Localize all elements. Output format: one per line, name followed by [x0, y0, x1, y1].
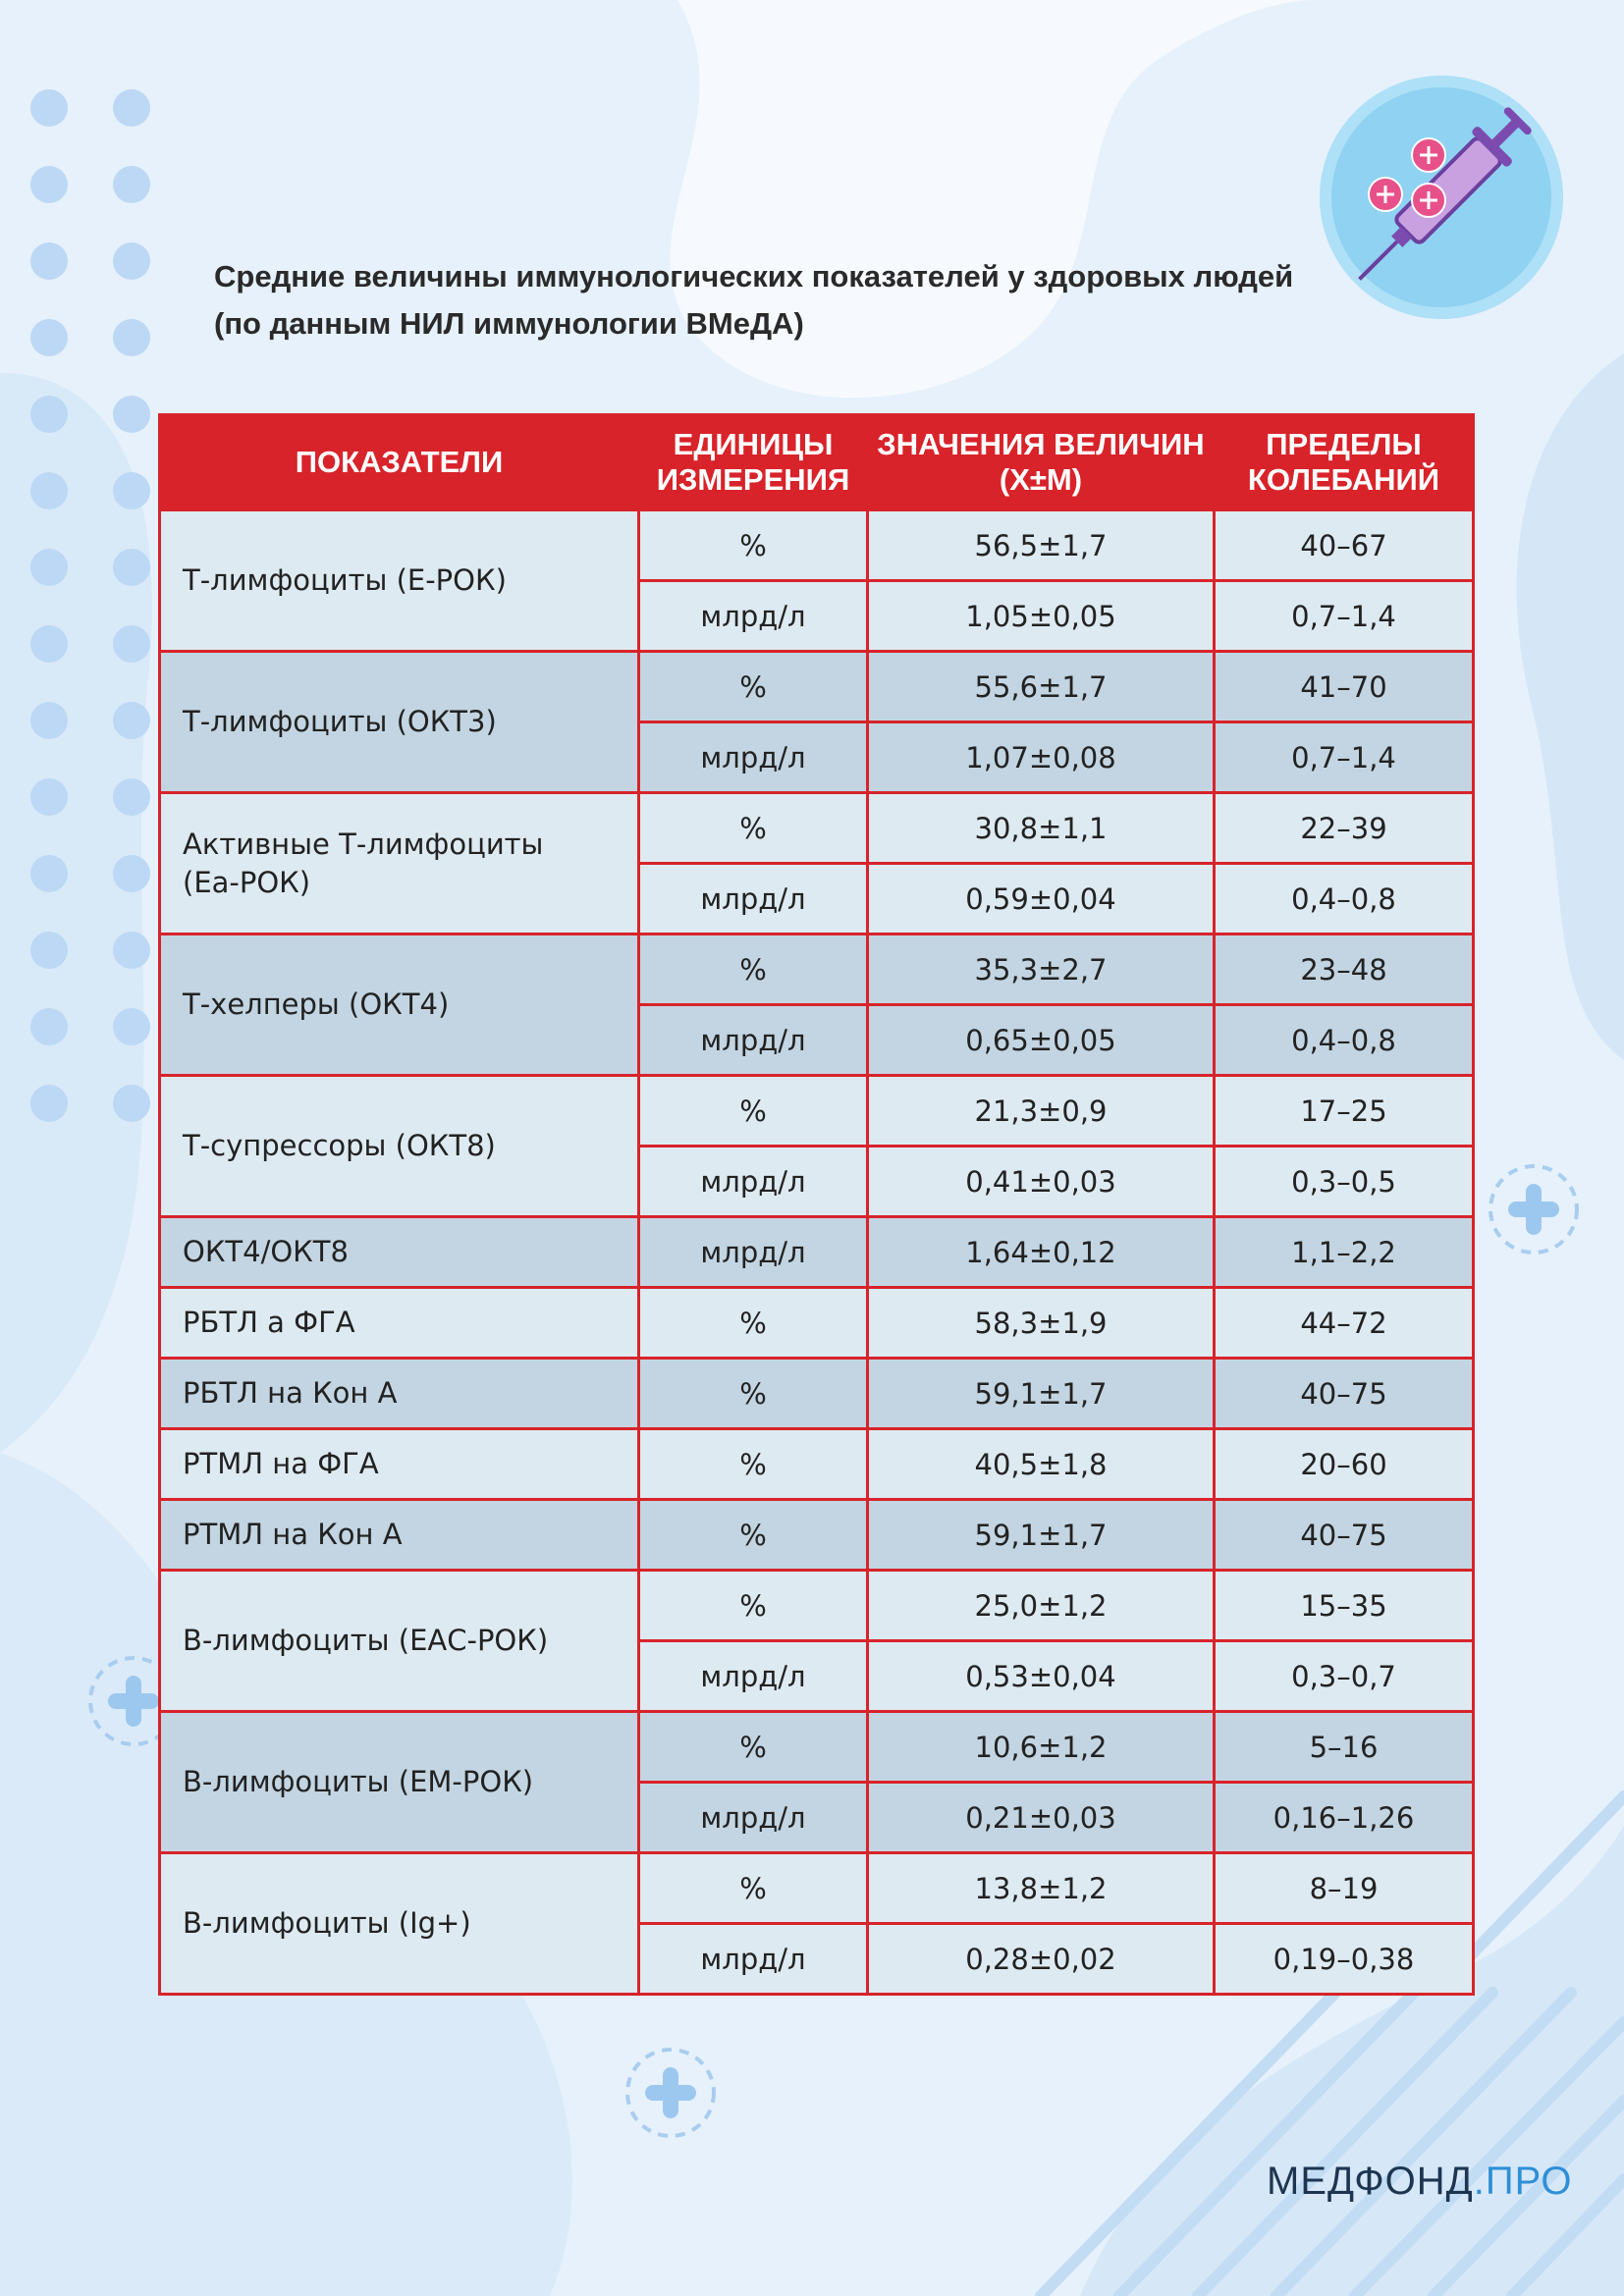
indicator-name-text: РТМЛ на Кон А	[183, 1518, 403, 1551]
table-row	[160, 793, 1474, 864]
table-row	[160, 934, 1474, 1005]
table-header-row	[160, 415, 1474, 510]
range-cell: 0,7–1,4	[1215, 722, 1474, 793]
indicator-name-text: РБТЛ на Кон А	[183, 1376, 398, 1410]
header-label-line: ИЗМЕРЕНИЯ	[656, 462, 850, 497]
immunology-table	[158, 413, 1475, 1996]
range-cell: 20–60	[1215, 1429, 1474, 1500]
range-cell: 0,16–1,26	[1215, 1783, 1474, 1853]
table-row	[160, 1853, 1474, 1924]
logo-main-text: МЕДФОНД	[1267, 2160, 1474, 2203]
value-cell: 59,1±1,7	[868, 1500, 1215, 1571]
unit-cell: %	[639, 793, 868, 864]
range-cell: 1,1–2,2	[1215, 1217, 1474, 1288]
indicator-name-text: РТМЛ на ФГА	[183, 1447, 379, 1480]
indicator-name-cell	[160, 1853, 639, 1995]
unit-cell: млрд/л	[639, 1005, 868, 1076]
range-cell: 40–67	[1215, 510, 1474, 581]
unit-cell: %	[639, 1571, 868, 1641]
range-cell: 0,3–0,5	[1215, 1147, 1474, 1217]
unit-cell: %	[639, 1429, 868, 1500]
header-label-line: ЗНАЧЕНИЯ ВЕЛИЧИН	[877, 427, 1205, 461]
unit-cell: млрд/л	[639, 1924, 868, 1995]
table-row	[160, 1076, 1474, 1147]
syringe-pills-emblem	[1319, 75, 1564, 320]
indicator-name-cell	[160, 793, 639, 934]
value-cell: 0,65±0,05	[868, 1005, 1215, 1076]
indicator-name-cell	[160, 1076, 639, 1217]
unit-cell: %	[639, 1359, 868, 1429]
range-cell: 41–70	[1215, 652, 1474, 722]
value-cell: 10,6±1,2	[868, 1712, 1215, 1783]
unit-cell: млрд/л	[639, 1147, 868, 1217]
table-row	[160, 1429, 1474, 1500]
table-row	[160, 1500, 1474, 1571]
value-cell: 21,3±0,9	[868, 1076, 1215, 1147]
header-values	[868, 415, 1215, 510]
value-cell: 59,1±1,7	[868, 1359, 1215, 1429]
value-cell: 0,53±0,04	[868, 1641, 1215, 1712]
range-cell: 0,4–0,8	[1215, 1005, 1474, 1076]
range-cell: 0,7–1,4	[1215, 581, 1474, 652]
indicator-name-text: В-лимфоциты (ЕМ-РОК)	[183, 1765, 534, 1798]
unit-cell: млрд/л	[639, 864, 868, 934]
range-cell: 40–75	[1215, 1359, 1474, 1429]
page-title	[214, 253, 1353, 347]
value-cell: 30,8±1,1	[868, 793, 1215, 864]
unit-cell: млрд/л	[639, 1783, 868, 1853]
title-line-1: Средние величины иммунологических показателей у здоровых людей	[214, 259, 1294, 294]
unit-cell: %	[639, 1712, 868, 1783]
header-label-line: КОЛЕБАНИЙ	[1247, 462, 1440, 497]
header-label-line: ЕДИНИЦЫ	[673, 427, 834, 461]
range-cell: 44–72	[1215, 1288, 1474, 1359]
value-cell: 1,07±0,08	[868, 722, 1215, 793]
unit-cell: млрд/л	[639, 1217, 868, 1288]
table-row	[160, 1571, 1474, 1641]
indicator-name-text: В-лимфоциты (Ig+)	[183, 1906, 471, 1940]
header-ranges	[1215, 415, 1474, 510]
indicator-name-text: ОКТ4/ОКТ8	[183, 1235, 349, 1268]
unit-cell: %	[639, 934, 868, 1005]
table-row	[160, 1288, 1474, 1359]
value-cell: 0,59±0,04	[868, 864, 1215, 934]
range-cell: 5–16	[1215, 1712, 1474, 1783]
unit-cell: %	[639, 1500, 868, 1571]
value-cell: 25,0±1,2	[868, 1571, 1215, 1641]
logo-domain-text: .ПРО	[1473, 2160, 1573, 2203]
range-cell: 0,3–0,7	[1215, 1641, 1474, 1712]
value-cell: 40,5±1,8	[868, 1429, 1215, 1500]
table-row	[160, 510, 1474, 581]
range-cell: 8–19	[1215, 1853, 1474, 1924]
value-cell: 58,3±1,9	[868, 1288, 1215, 1359]
unit-cell: %	[639, 1853, 868, 1924]
header-label-line: (X±M)	[999, 462, 1083, 497]
medfond-logo[interactable]	[1267, 2160, 1573, 2204]
indicator-name-cell	[160, 652, 639, 793]
value-cell: 0,28±0,02	[868, 1924, 1215, 1995]
table-row	[160, 1217, 1474, 1288]
unit-cell: млрд/л	[639, 1641, 868, 1712]
indicator-name-cell	[160, 1288, 639, 1359]
unit-cell: %	[639, 1076, 868, 1147]
indicator-name-cell	[160, 1359, 639, 1429]
unit-cell: %	[639, 652, 868, 722]
indicator-name-cell	[160, 1571, 639, 1712]
indicator-name-cell	[160, 1429, 639, 1500]
title-line-2: (по данным НИЛ иммунологии ВМеДА)	[214, 306, 804, 341]
table-row	[160, 1359, 1474, 1429]
value-cell: 55,6±1,7	[868, 652, 1215, 722]
table-row	[160, 652, 1474, 722]
indicator-name-text: Активные Т-лимфоциты	[183, 827, 544, 861]
unit-cell: %	[639, 1288, 868, 1359]
indicator-name-cell	[160, 510, 639, 652]
range-cell: 0,4–0,8	[1215, 864, 1474, 934]
range-cell: 17–25	[1215, 1076, 1474, 1147]
header-units	[639, 415, 868, 510]
value-cell: 0,41±0,03	[868, 1147, 1215, 1217]
range-cell: 40–75	[1215, 1500, 1474, 1571]
indicator-name-text: В-лимфоциты (ЕАС-РОК)	[183, 1624, 549, 1657]
value-cell: 56,5±1,7	[868, 510, 1215, 581]
indicator-name-text: Т-хелперы (ОКТ4)	[183, 988, 450, 1021]
table-body	[160, 510, 1474, 1995]
value-cell: 13,8±1,2	[868, 1853, 1215, 1924]
value-cell: 0,21±0,03	[868, 1783, 1215, 1853]
header-indicators	[160, 415, 639, 510]
range-cell: 23–48	[1215, 934, 1474, 1005]
range-cell: 15–35	[1215, 1571, 1474, 1641]
indicator-name-text: Т-супрессоры (ОКТ8)	[183, 1129, 496, 1162]
range-cell: 22–39	[1215, 793, 1474, 864]
indicator-name-text: РБТЛ а ФГА	[183, 1306, 355, 1339]
value-cell: 1,64±0,12	[868, 1217, 1215, 1288]
header-label-line: ПРЕДЕЛЫ	[1266, 427, 1422, 461]
unit-cell: %	[639, 510, 868, 581]
header-label-line: ПОКАЗАТЕЛИ	[295, 445, 504, 479]
value-cell: 35,3±2,7	[868, 934, 1215, 1005]
unit-cell: млрд/л	[639, 581, 868, 652]
range-cell: 0,19–0,38	[1215, 1924, 1474, 1995]
indicator-name-text: (Еа-РОК)	[183, 865, 311, 899]
table-row	[160, 1712, 1474, 1783]
indicator-name-cell	[160, 1217, 639, 1288]
indicator-name-cell	[160, 1500, 639, 1571]
indicator-name-cell	[160, 934, 639, 1076]
indicator-name-text: Т-лимфоциты (ОКТ3)	[183, 705, 497, 738]
value-cell: 1,05±0,05	[868, 581, 1215, 652]
indicator-name-text: Т-лимфоциты (Е-РОК)	[183, 563, 507, 597]
unit-cell: млрд/л	[639, 722, 868, 793]
indicator-name-cell	[160, 1712, 639, 1853]
